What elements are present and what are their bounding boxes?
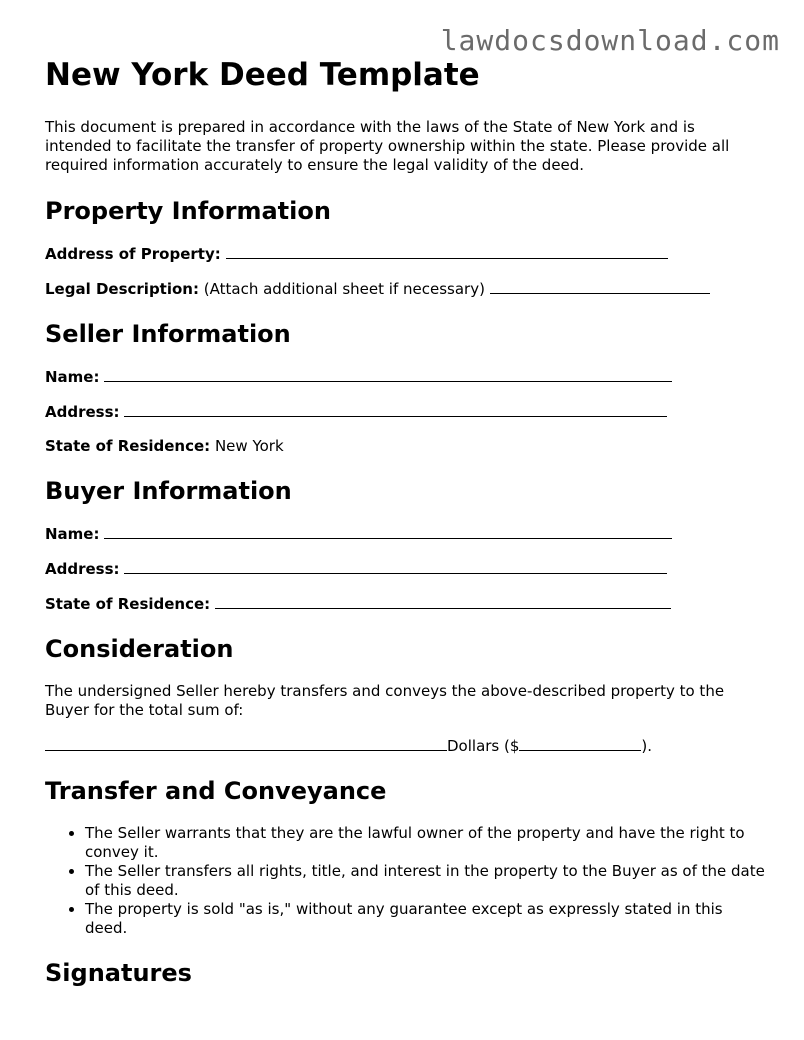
transfer-section [45,776,765,938]
seller-name-blank[interactable] [104,367,672,382]
buyer-section [45,476,765,614]
buyer-heading: Buyer Information [45,477,292,505]
seller-section [45,319,765,456]
buyer-address-label: Address: [45,560,120,578]
legal-description-field [45,279,765,299]
list-item: • The Seller warrants that they are the lawful owner of the property and have the right to convey it. [85,824,765,862]
seller-name-label: Name: [45,368,100,386]
signatures-heading: Signatures [45,959,192,987]
property-address-label: Address of Property: [45,245,221,263]
legal-description-blank[interactable] [490,279,710,294]
property-section [45,196,765,299]
legal-description-note: (Attach additional sheet if necessary) [203,280,485,298]
buyer-name-label: Name: [45,525,100,543]
legal-description-label: Legal Description: [45,280,199,298]
buyer-address-field [45,559,765,579]
seller-address-field [45,402,765,422]
dollars-close: ). [641,737,653,755]
signatures-section [45,958,765,988]
consideration-section [45,634,765,756]
amount-words-blank[interactable] [45,736,447,751]
property-address-field [45,244,765,264]
buyer-state-field [45,594,765,614]
seller-name-field [45,367,765,387]
seller-address-blank[interactable] [124,402,667,417]
dollars-label: Dollars ($ [447,737,520,755]
seller-address-label: Address: [45,403,120,421]
buyer-name-blank[interactable] [104,524,672,539]
watermark: lawdocsdownload.com [440,24,780,57]
seller-state-field [45,437,765,456]
list-item: • The Seller transfers all rights, title, and interest in the property to the Buyer as of the date of this deed. [85,862,765,900]
consideration-heading: Consideration [45,635,234,663]
consideration-amount-field [45,736,765,756]
intro-paragraph: This document is prepared in accordance with the laws of the State of New York and is intended to facilitate the transfer of property ownership within the state. Please provide all required information accurately to ensure the legal validity of the deed. [45,118,730,174]
list-item: • The property is sold "as is," without any guarantee except as expressly stated in this deed. [85,900,765,938]
seller-state-value: New York [214,437,284,455]
seller-heading: Seller Information [45,320,291,348]
transfer-list [45,824,765,938]
amount-number-blank[interactable] [519,736,641,751]
page-title: New York Deed Template [45,57,480,93]
buyer-state-blank[interactable] [215,594,671,609]
transfer-heading: Transfer and Conveyance [45,777,387,805]
buyer-address-blank[interactable] [124,559,667,574]
buyer-state-label: State of Residence: [45,595,211,613]
deed-document [45,56,765,1008]
property-address-blank[interactable] [226,244,668,259]
property-heading: Property Information [45,197,331,225]
consideration-text: The undersigned Seller hereby transfers and conveys the above-described property to the Buyer for the total sum of: [45,682,725,719]
buyer-name-field [45,524,765,544]
seller-state-label: State of Residence: [45,437,211,455]
